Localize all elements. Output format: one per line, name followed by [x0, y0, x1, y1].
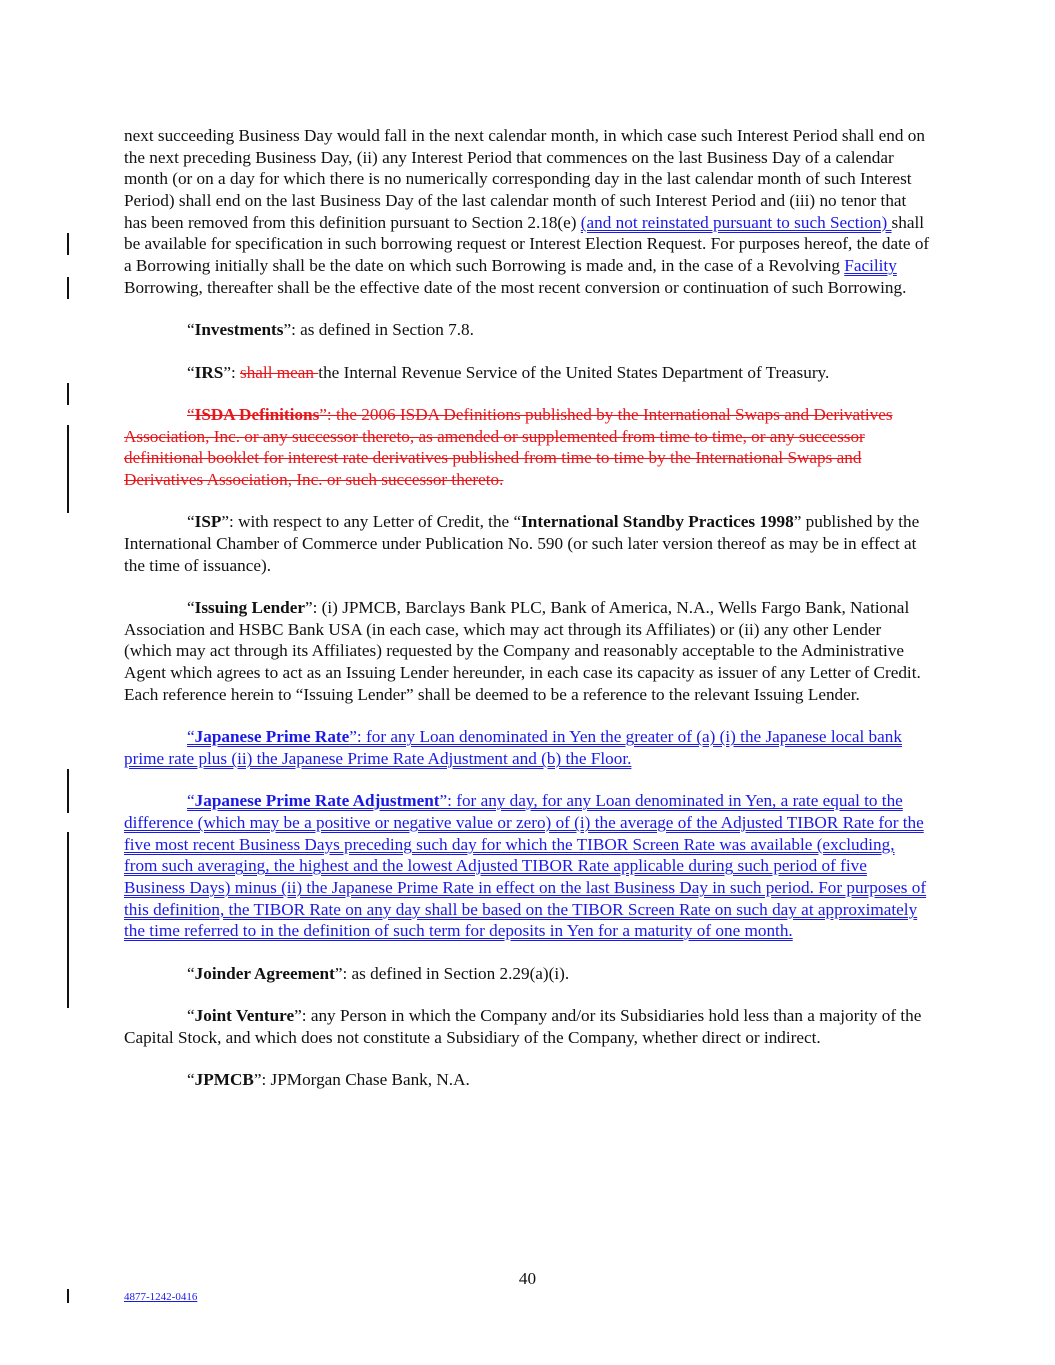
- definition-text: ”: (i) JPMCB, Barclays Bank PLC, Bank of America, N.A., Wells Fargo Bank, National Association and HSBC Bank USA (in each case, which may act through its Affiliates) or (ii) any other Lender (which may act through its Affiliates) requested by the Company and reasonably acceptable to the Administrative Agent which agrees to act as an Issuing Lender hereunder, in each case its capacity as issuer of any Letter of Credit. Each reference herein to “Issuing Lender” shall be deemed to be a reference to the relevant Issuing Lender.: [124, 598, 921, 704]
- defined-term: IRS: [194, 362, 224, 382]
- page-number: 40: [518, 1269, 537, 1288]
- quote: “: [187, 791, 195, 811]
- change-bar: [67, 425, 69, 513]
- definition-japanese-prime-rate-adjustment-inserted: [124, 790, 932, 942]
- definition-text: ”: the 2006 ISDA Definitions published by the International Swaps and Derivatives Association, Inc. or any successor thereto, as amended or supplemented from time to time, or any successor definitional booklet for interest rate derivatives published from time to time by the International Swaps and Derivatives Association, Inc. or such successor thereto.: [124, 404, 893, 489]
- quote: “: [187, 598, 195, 618]
- definition-text: ” published by the International Chamber of Commerce under Publication No. 590 (or such later version thereof as may be in effect at the time of issuance).: [124, 512, 920, 575]
- definition-issuing-lender: [124, 597, 932, 705]
- change-bar: [67, 233, 69, 255]
- defined-term: Joinder Agreement: [194, 963, 335, 983]
- quote: “: [187, 320, 195, 340]
- change-bar: [67, 277, 69, 299]
- quote: “: [187, 512, 195, 532]
- quote: “: [187, 727, 195, 747]
- defined-term: Investments: [194, 320, 284, 340]
- defined-term: JPMCB: [194, 1070, 254, 1090]
- definition-isp: [124, 511, 932, 576]
- inserted-text: Facility: [844, 255, 897, 275]
- text: ”: with respect to any Letter of Credit, the “: [221, 512, 522, 532]
- definition-text: ”: as defined in Section 2.29(a)(i).: [334, 963, 570, 983]
- defined-term: International Standby Practices 1998: [521, 512, 794, 532]
- text: next succeeding Business Day would fall in the next calendar month, in which case such Interest Period shall end on the next preceding Business Day, (ii) any Interest Period that commences on the last Business Day of a calendar month (or on a day for which there is no numerically corresponding day in the last calendar month of such Interest Period) shall end on the last Business Day of the last calendar month of such Interest Period and (iii) no tenor that has been removed from this definition pursuant to Section 2.18(e): [124, 126, 925, 232]
- defined-term: Japanese Prime Rate Adjustment: [194, 791, 440, 811]
- definition-isda-deleted: [124, 404, 932, 491]
- definition-japanese-prime-rate-inserted: [124, 726, 932, 769]
- definition-text: ”: as defined in Section 7.8.: [283, 320, 474, 340]
- quote: “: [187, 362, 195, 382]
- deleted-text: shall mean: [240, 362, 319, 382]
- definition-joint-venture: [124, 1005, 932, 1048]
- document-id: 4877-1242-0416: [124, 1291, 198, 1303]
- defined-term: ISP: [194, 512, 222, 532]
- defined-term: Japanese Prime Rate: [194, 727, 350, 747]
- interest-period-continuation: [124, 125, 932, 298]
- change-bar: [67, 383, 69, 405]
- inserted-text: (and not reinstated pursuant to such Section): [580, 212, 892, 232]
- document-body: [124, 125, 932, 1112]
- quote: “: [187, 963, 195, 983]
- definition-text: ”: JPMorgan Chase Bank, N.A.: [253, 1070, 470, 1090]
- text: shall be available for specification in such borrowing request or Interest Election Request. For purposes hereof, the date of a Borrowing initially shall be the date on which such Borrowing is made and, in the case of a Revolving: [124, 212, 930, 275]
- definition-irs: [124, 362, 932, 384]
- defined-term: Issuing Lender: [194, 598, 305, 618]
- definition-text: ”: any Person in which the Company and/or its Subsidiaries hold less than a majority of the Capital Stock, and which does not constitute a Subsidiary of the Company, whether direct or indirect.: [124, 1006, 922, 1047]
- definition-text: ”: for any day, for any Loan denominated in Yen, a rate equal to the difference (which may be a positive or negative value or zero) of (i) the average of the Adjusted TIBOR Rate for the five most recent Business Days preceding such day for which the TIBOR Screen Rate was available (excluding, from such averaging, the highest and the lowest Adjusted TIBOR Rate applicable during such period of five Business Days) minus (ii) the Japanese Prime Rate in effect on the last Business Day in such period. For purposes of this definition, the TIBOR Rate on any day shall be based on the TIBOR Screen Rate on such day at approximately the time referred to in the definition of such term for deposits in Yen for a maturity of one month.: [124, 791, 927, 941]
- defined-term: Joint Venture: [194, 1006, 295, 1026]
- definition-text: ”: for any Loan denominated in Yen the greater of (a) (i) the Japanese local bank prime rate plus (ii) the Japanese Prime Rate Adjustment and (b) the Floor.: [124, 727, 902, 768]
- change-bar: [67, 832, 69, 1008]
- quote: “: [187, 1006, 195, 1026]
- defined-term: ISDA Definitions: [194, 404, 320, 424]
- quote: “: [187, 1070, 195, 1090]
- definition-text: the Internal Revenue Service of the United States Department of Treasury.: [318, 362, 830, 382]
- change-bar: [67, 769, 69, 813]
- text: ”:: [223, 362, 241, 382]
- definition-jpmcb: [124, 1069, 932, 1091]
- definition-investments: [124, 319, 932, 341]
- definition-joinder-agreement: [124, 963, 932, 985]
- quote: “: [187, 404, 195, 424]
- change-bar: [67, 1289, 69, 1303]
- text: Borrowing, thereafter shall be the effective date of the most recent conversion or continuation of such Borrowing.: [124, 277, 907, 297]
